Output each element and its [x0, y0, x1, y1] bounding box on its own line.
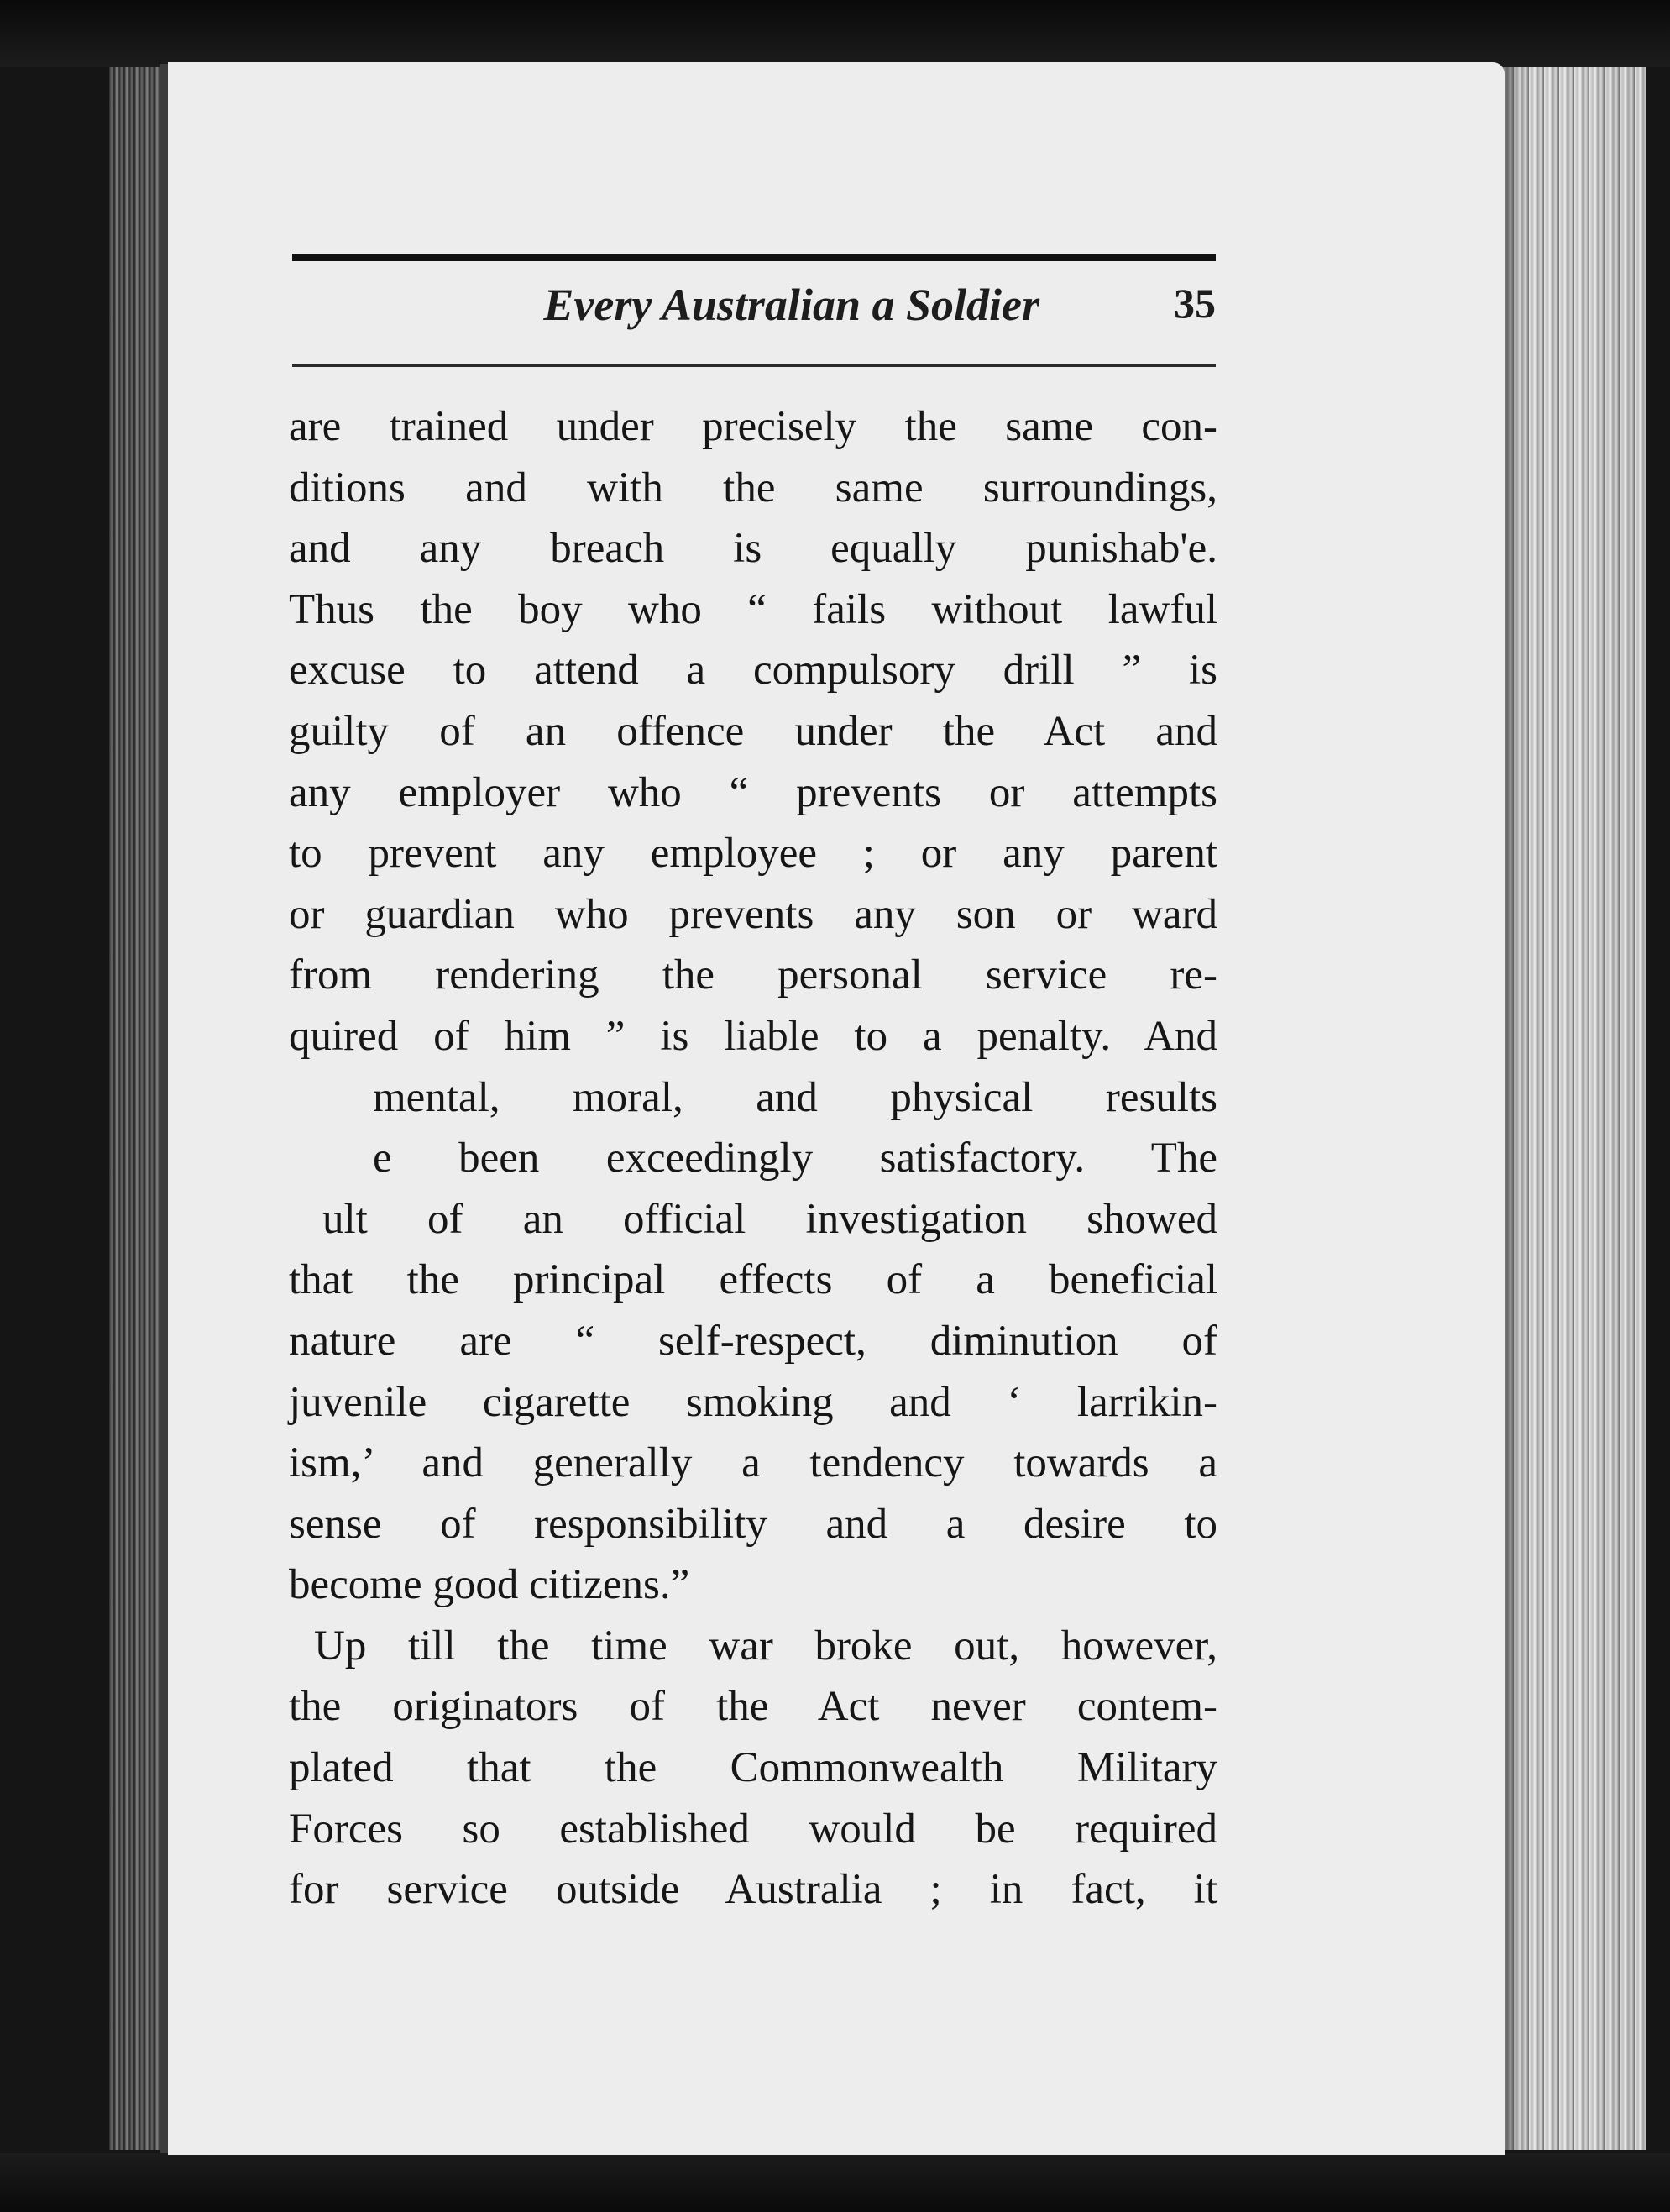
- text-line: e been exceedingly satisfactory. The: [373, 1135, 1217, 1182]
- book-left-edge: [109, 67, 160, 2150]
- scan-border-bottom: [0, 2153, 1670, 2212]
- text-line: for service outside Australia ; in fact, it: [289, 1866, 1217, 1914]
- text-line: are trained under precisely the same con-: [289, 403, 1217, 450]
- scan-border-top: [0, 0, 1670, 67]
- text-line: excuse to attend a compulsory drill ” is: [289, 647, 1217, 695]
- text-line: Forces so established would be required: [289, 1805, 1217, 1853]
- text-line: juvenile cigarette smoking and ‘ larrikin-: [289, 1378, 1217, 1426]
- text-line: mental, moral, and physical results: [373, 1073, 1217, 1121]
- body-text: [289, 396, 1217, 1921]
- running-head: Every Australian a Soldier: [543, 280, 1039, 330]
- text-line: nature are “ self-respect, diminution of: [289, 1317, 1217, 1365]
- text-line: that the principal effects of a beneficial: [289, 1256, 1217, 1304]
- text-line: plated that the Commonwealth Military: [289, 1744, 1217, 1792]
- text-line: sense of responsibility and a desire to: [289, 1500, 1217, 1548]
- text-line: the originators of the Act never contem-: [289, 1683, 1217, 1731]
- text-line: from rendering the personal service re-: [289, 951, 1217, 999]
- text-line: ditions and with the same surroundings,: [289, 464, 1217, 511]
- header-rule: [292, 254, 1216, 261]
- text-line: or guardian who prevents any son or ward: [289, 890, 1217, 938]
- text-line: become good citizens.”: [289, 1561, 690, 1609]
- header-underline: [292, 364, 1216, 367]
- text-line: ism,’ and generally a tendency towards a: [289, 1439, 1217, 1487]
- page-number: 35: [1174, 280, 1216, 327]
- text-line: guilty of an offence under the Act and: [289, 707, 1217, 755]
- text-line: to prevent any employee ; or any parent: [289, 830, 1217, 878]
- text-line: Thus the boy who “ fails without lawful: [289, 585, 1217, 633]
- text-line: any employer who “ prevents or attempts: [289, 768, 1217, 816]
- text-line: ult of an official investigation showed: [322, 1195, 1217, 1243]
- text-line: quired of him ” is liable to a penalty. And: [289, 1012, 1217, 1060]
- text-line: and any breach is equally punishab'e.: [289, 525, 1217, 573]
- book-page: [168, 62, 1505, 2155]
- text-line: Up till the time war broke out, however,: [314, 1622, 1217, 1669]
